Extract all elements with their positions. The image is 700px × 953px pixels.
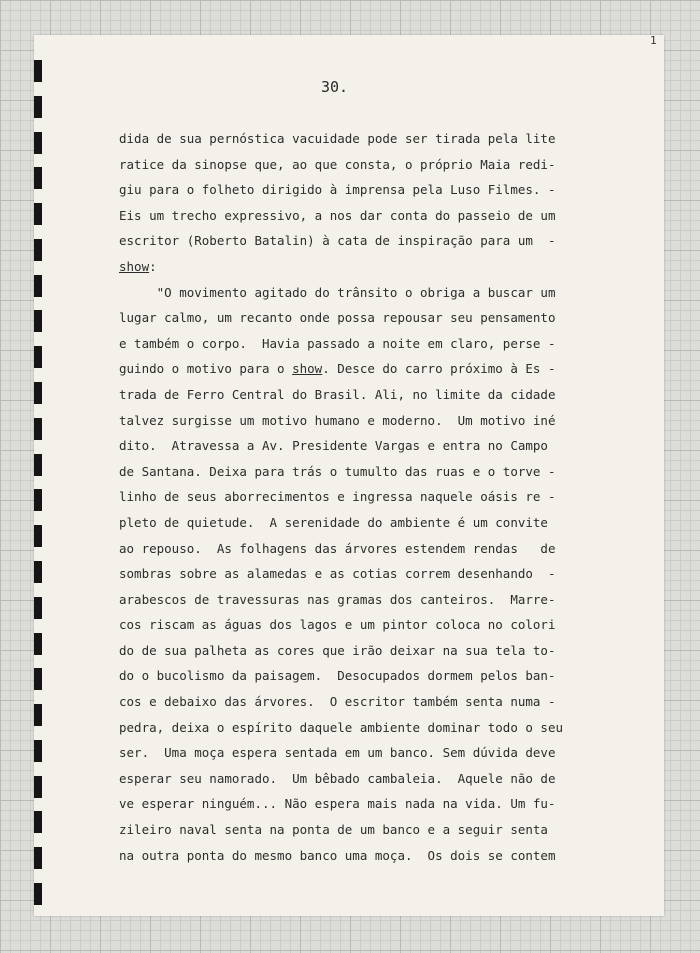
text-segment: ao repouso. As folhagens das árvores estendem rendas de <box>119 540 556 556</box>
binder-hole <box>34 740 42 762</box>
text-segment: ser. Uma moça espera sentada em um banco. Sem dúvida deve <box>119 745 556 761</box>
binder-hole <box>34 60 42 82</box>
text-segment: pedra, deixa o espírito daquele ambiente dominar todo o seu <box>119 719 564 735</box>
text-line <box>119 408 589 434</box>
text-segment: escritor (Roberto Batalin) à cata de inspiração para um - <box>119 233 556 249</box>
text-line <box>119 536 589 562</box>
binder-hole <box>34 776 42 798</box>
text-line <box>119 280 589 306</box>
text-segment: "O movimento agitado do trânsito o obriga a buscar um <box>119 284 556 300</box>
binder-hole <box>34 811 42 833</box>
text-segment: dida de sua pernóstica vacuidade pode ser tirada pela lite <box>119 131 556 146</box>
text-line <box>119 433 589 459</box>
text-line <box>119 817 589 843</box>
text-segment: : <box>149 258 157 274</box>
text-line <box>119 356 589 382</box>
text-line <box>119 612 589 638</box>
text-segment: Eis um trecho expressivo, a nos dar conta do passeio de um <box>119 207 556 223</box>
text-segment: na outra ponta do mesmo banco uma moça. Os dois se contem <box>119 847 556 863</box>
text-line <box>119 510 589 536</box>
text-segment: zileiro naval senta na ponta de um banco e a seguir senta <box>119 822 548 838</box>
text-line <box>119 152 589 178</box>
text-line <box>119 305 589 331</box>
binder-hole <box>34 310 42 332</box>
text-segment: lugar calmo, um recanto onde possa repousar seu pensamento <box>119 310 556 326</box>
binder-hole <box>34 346 42 368</box>
text-segment: esperar seu namorado. Um bêbado cambaleia. Aquele não de <box>119 770 556 786</box>
text-line <box>119 126 589 152</box>
binder-hole <box>34 275 42 297</box>
binder-hole <box>34 96 42 118</box>
text-line <box>119 843 589 869</box>
text-segment: do de sua palheta as cores que irão deixar na sua tela to- <box>119 642 556 658</box>
binder-hole-strip <box>34 60 42 905</box>
text-segment: giu para o folheto dirigido à imprensa pela Luso Filmes. - <box>119 182 556 198</box>
text-line <box>119 228 589 254</box>
text-segment: guindo o motivo para o <box>119 361 293 377</box>
text-segment: cos riscam as águas dos lagos e um pintor coloca no colori <box>119 617 556 633</box>
text-segment: sombras sobre as alamedas e as cotias correm desenhando - <box>119 566 556 582</box>
text-segment: pleto de quietude. A serenidade do ambiente é um convite <box>119 514 548 530</box>
text-segment: ve esperar ninguém... Não espera mais nada na vida. Um fu- <box>119 796 556 812</box>
binder-hole <box>34 167 42 189</box>
binder-hole <box>34 418 42 440</box>
text-segment: . Desce do carro próximo à Es - <box>322 361 556 377</box>
binder-hole <box>34 382 42 404</box>
text-segment: cos e debaixo das árvores. O escritor também senta numa - <box>119 694 556 710</box>
binder-hole <box>34 668 42 690</box>
text-line <box>119 177 589 203</box>
binder-hole <box>34 489 42 511</box>
corner-mark: 1 <box>650 34 657 47</box>
binder-hole <box>34 132 42 154</box>
binder-hole <box>34 847 42 869</box>
text-line <box>119 791 589 817</box>
binder-hole <box>34 704 42 726</box>
text-segment: do o bucolismo da paisagem. Desocupados dormem pelos ban- <box>119 668 556 684</box>
text-segment: dito. Atravessa a Av. Presidente Vargas e entra no Campo <box>119 438 548 454</box>
binder-hole <box>34 525 42 547</box>
text-line <box>119 689 589 715</box>
page-number: 30. <box>321 78 349 96</box>
text-line <box>119 484 589 510</box>
text-line <box>119 561 589 587</box>
binder-hole <box>34 597 42 619</box>
text-line <box>119 740 589 766</box>
body-text <box>119 126 589 868</box>
text-line <box>119 715 589 741</box>
binder-hole <box>34 203 42 225</box>
text-line <box>119 254 589 280</box>
text-segment: e também o corpo. Havia passado a noite em claro, perse - <box>119 335 556 351</box>
text-segment: arabescos de travessuras nas gramas dos canteiros. Marre- <box>119 591 556 607</box>
underlined-word: show <box>119 258 150 274</box>
text-line <box>119 331 589 357</box>
text-line <box>119 459 589 485</box>
text-segment: trada de Ferro Central do Brasil. Ali, no limite da cidade <box>119 386 556 402</box>
binder-hole <box>34 633 42 655</box>
text-line <box>119 663 589 689</box>
text-segment: ratice da sinopse que, ao que consta, o próprio Maia redi- <box>119 156 556 172</box>
binder-hole <box>34 561 42 583</box>
text-line <box>119 766 589 792</box>
underlined-word: show <box>292 361 323 377</box>
text-segment: linho de seus aborrecimentos e ingressa naquele oásis re - <box>119 489 556 505</box>
text-line <box>119 203 589 229</box>
text-line <box>119 638 589 664</box>
text-line <box>119 587 589 613</box>
text-line <box>119 382 589 408</box>
binder-hole <box>34 239 42 261</box>
text-segment: talvez surgisse um motivo humano e moderno. Um motivo iné <box>119 412 556 428</box>
binder-hole <box>34 883 42 905</box>
binder-hole <box>34 454 42 476</box>
text-segment: de Santana. Deixa para trás o tumulto das ruas e o torve - <box>119 463 556 479</box>
